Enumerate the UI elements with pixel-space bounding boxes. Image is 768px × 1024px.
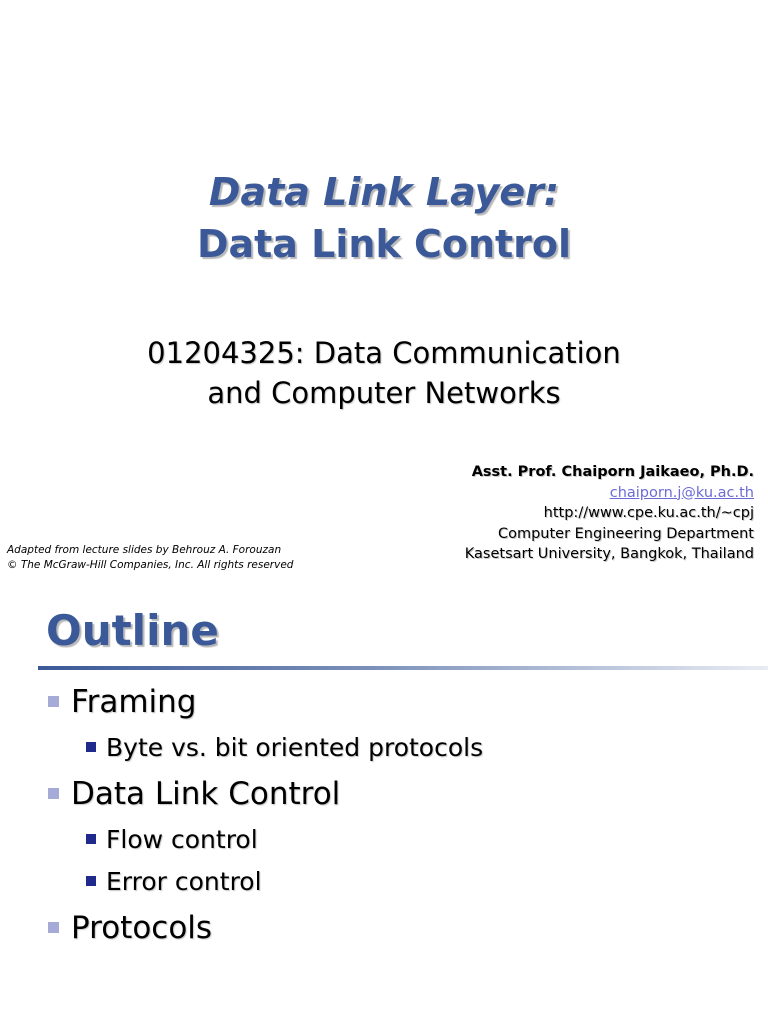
square-bullet-icon — [48, 788, 59, 799]
outline-item-label: Byte vs. bit oriented protocols — [106, 733, 484, 762]
outline-item-label: Data Link Control — [71, 776, 341, 812]
author-block — [465, 462, 754, 565]
square-bullet-icon — [86, 742, 96, 752]
slide-title-line1: Data Link Layer: — [208, 170, 560, 214]
outline-subitem-flow-control — [86, 825, 258, 854]
course-title-line2: and Computer Networks — [207, 376, 561, 410]
title-divider — [38, 666, 768, 670]
square-bullet-icon — [86, 834, 96, 844]
credit-line2: © The McGraw-Hill Companies, Inc. All rights reserved — [7, 559, 294, 571]
credit-line1: Adapted from lecture slides by Behrouz A. Forouzan — [7, 544, 282, 556]
outline-subitem-byte-vs-bit — [86, 733, 483, 762]
author-university: Kasetsart University, Bangkok, Thailand — [464, 546, 754, 562]
credit-block — [7, 543, 293, 573]
author-name: Asst. Prof. Chaiporn Jaikaeo, Ph.D. — [471, 464, 754, 480]
outline-item-label: Framing — [71, 684, 197, 720]
outline-item-label: Protocols — [71, 910, 213, 946]
outline-item-label: Error control — [106, 867, 262, 896]
slide-title-line2: Data Link Control — [196, 222, 572, 266]
outline-title: Outline — [46, 606, 219, 655]
course-title-line1: 01204325: Data Communication — [147, 336, 621, 370]
outline-subitem-error-control — [86, 867, 262, 896]
author-website: http://www.cpe.ku.ac.th/~cpj — [543, 505, 754, 521]
outline-slide — [0, 596, 768, 1024]
outline-item-label: Flow control — [106, 825, 258, 854]
square-bullet-icon — [48, 922, 59, 933]
author-email-link[interactable]: chaiporn.j@ku.ac.th — [609, 484, 754, 501]
outline-item-data-link-control — [48, 776, 340, 812]
square-bullet-icon — [86, 876, 96, 886]
square-bullet-icon — [48, 696, 59, 707]
outline-item-framing — [48, 684, 196, 720]
outline-item-protocols — [48, 910, 212, 946]
author-department: Computer Engineering Department — [497, 525, 754, 542]
